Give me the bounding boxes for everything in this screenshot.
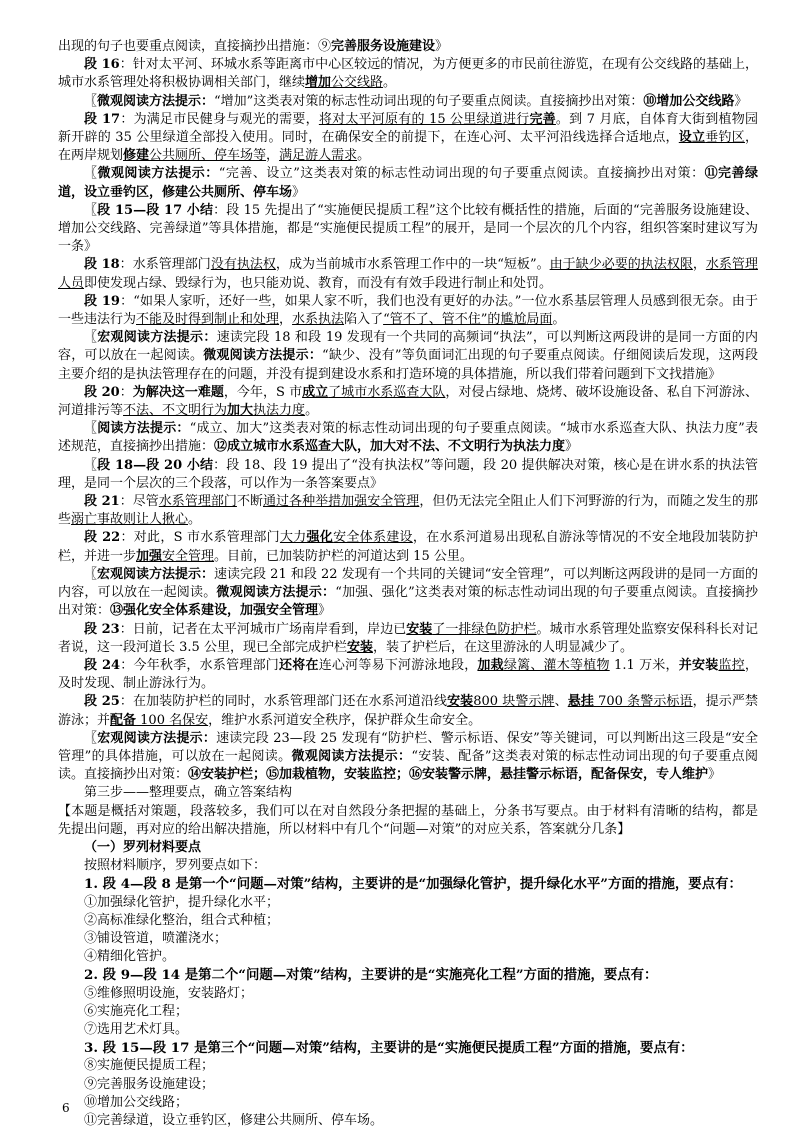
text-run: 绿篱、灌木等植物 bbox=[503, 657, 610, 673]
text-run: ， bbox=[692, 257, 706, 273]
text-run: 段 18—段 20 小结 bbox=[97, 457, 214, 473]
text-run: 不能及时得到制止和处理 bbox=[136, 312, 280, 328]
text-run: ⑬强化安全体系建设，加强安全管理 bbox=[110, 603, 319, 619]
text-run: ，提示严禁游泳；并 bbox=[58, 694, 758, 728]
text-run: “安装、配备”这类表对策的标志性动词出现的句子要重点阅读。直接摘抄出对策： bbox=[58, 748, 758, 783]
paragraph bbox=[58, 784, 758, 802]
text-run: 段 25 bbox=[84, 694, 120, 710]
text-run: ： bbox=[119, 384, 133, 400]
text-run: 成立 bbox=[302, 384, 329, 400]
text-run: 第三步——整理要点，确立答案结构 bbox=[84, 785, 293, 801]
text-run: ⑭安装护栏；⑮加栽植物，安装监控；⑯安装警示牌，悬挂警示标语，配备保安，专人维护 bbox=[188, 767, 709, 783]
text-run: 大力 bbox=[279, 530, 307, 546]
paragraph bbox=[58, 93, 758, 111]
paragraph bbox=[58, 930, 758, 948]
text-run: 。 bbox=[357, 148, 371, 164]
text-run: 宏观阅读方法提示： bbox=[97, 730, 217, 746]
text-run: ，但仍无法完全阻止人们下河野游的行为，而随之发生的那些 bbox=[58, 494, 758, 528]
text-run: “成立、加大”这类表对策的标志性动词出现的句子要重点阅读。“城市水系巡查大队、执法力度”表述规范，直接摘抄出措施： bbox=[58, 421, 758, 455]
text-run: 并安装 bbox=[678, 657, 719, 673]
text-run: 2. 段 9—段 14 是第二个“问题—对策”结构，主要讲的是“实施亮化工程”方面的措施，要点有： bbox=[84, 967, 658, 984]
paragraph bbox=[58, 111, 758, 166]
text-run: ⑪完善绿道，设立垂钓区，修建公共厕所、停车场 bbox=[58, 166, 758, 200]
text-run: 》 bbox=[734, 93, 748, 109]
paragraph bbox=[58, 1112, 758, 1130]
text-run: 〖 bbox=[84, 457, 98, 473]
text-run: ：对此，S 市水系管理部门 bbox=[120, 530, 280, 546]
text-run: ：水系管理部门 bbox=[119, 257, 211, 273]
text-run: ， bbox=[266, 148, 280, 164]
text-run: 水系管理人员 bbox=[58, 257, 758, 291]
text-run: 加栽 bbox=[477, 657, 504, 673]
text-run: 800 块警示牌 bbox=[473, 694, 555, 710]
text-run: 设立 bbox=[678, 130, 706, 146]
text-run: ⑪完善绿道，设立垂钓区，修建公共厕所、停车场。 bbox=[84, 1112, 384, 1128]
text-run: 不断 bbox=[236, 494, 263, 510]
paragraph bbox=[58, 420, 758, 456]
paragraph bbox=[58, 1003, 758, 1021]
text-run: 段 15—段 17 小结 bbox=[97, 202, 214, 218]
text-run: ④精细化管护。 bbox=[84, 949, 176, 965]
text-run: ：在加装防护栏的同时，水系管理部门还在水系河道沿线 bbox=[119, 694, 448, 710]
text-run: 完善服务设施建设 bbox=[331, 39, 436, 54]
text-run: （一）罗列材料要点 bbox=[84, 839, 202, 855]
text-run: 【本题是概括对策题，段落较多，我们可以在对自然段分条把握的基础上，分条书写要点。由于材料有清晰的结构，都是先提出问题，再对应的给出解决措施，所以材料中有几个“问题—对策”的对应关系，答案就分几条】 bbox=[58, 803, 758, 837]
text-run: ：尽管 bbox=[119, 494, 159, 510]
paragraph bbox=[58, 948, 758, 966]
text-run: 将对太平河原有的 15 公里绿道进行 bbox=[318, 111, 530, 127]
text-run: 》 bbox=[565, 439, 579, 455]
paragraph bbox=[58, 966, 758, 984]
text-run: 溺亡事故则让人揪心 bbox=[71, 512, 189, 528]
paragraph bbox=[58, 1021, 758, 1039]
text-run: 〖 bbox=[84, 93, 98, 109]
text-run: 。目前，已加装防护栏的河道达到 15 公里。 bbox=[214, 548, 473, 564]
page-number: 6 bbox=[62, 1101, 70, 1115]
paragraph bbox=[58, 256, 758, 292]
text-run: 由于缺少必要的执法权限 bbox=[549, 257, 693, 273]
text-run: 微观阅读方法提示： bbox=[291, 748, 412, 764]
text-run: 》 bbox=[318, 603, 332, 619]
text-run: 垂钓区 bbox=[705, 130, 745, 146]
text-run: ，在水系河道易出现私自游泳等情况的不安全地段加装防护栏，并进一步 bbox=[58, 530, 758, 564]
text-run: 安装 bbox=[406, 621, 433, 637]
text-run: 微观阅读方法提示： bbox=[97, 166, 219, 182]
paragraph bbox=[58, 730, 758, 785]
text-run: 悬挂 bbox=[567, 694, 594, 710]
text-run: 。 bbox=[305, 403, 319, 419]
paragraph bbox=[58, 38, 758, 56]
paragraph bbox=[58, 657, 758, 693]
document-page bbox=[58, 38, 758, 1130]
text-run: 为解决这一难题 bbox=[132, 384, 224, 400]
text-run: 修建 bbox=[123, 148, 150, 164]
paragraph bbox=[58, 56, 758, 92]
text-run: ，维护水系河道安全秩序，保护群众生命安全。 bbox=[208, 712, 482, 728]
text-run: 增加 bbox=[305, 75, 332, 91]
text-run: ， bbox=[279, 312, 293, 328]
text-run: 公共厕所、停车场等 bbox=[149, 148, 267, 164]
text-run: 微观阅读方法提示： bbox=[203, 348, 323, 364]
text-run: 。 bbox=[552, 312, 566, 328]
text-run: 段 23 bbox=[84, 621, 120, 637]
paragraph bbox=[58, 894, 758, 912]
text-run: 速读完段 21 和段 22 发现有一个共同的关键词“安全管理”，可以判断这两段讲的是同一方面的内容，可以放在一起阅读。 bbox=[58, 566, 758, 601]
text-run: ①加强绿化管护，提升绿化水平； bbox=[84, 894, 280, 910]
text-run: 即使发现占绿、毁绿行为，也只能劝说、教育，而没有有效手段进行制止和处罚。 bbox=[84, 275, 553, 291]
text-run: 宏观阅读方法提示： bbox=[97, 330, 217, 346]
paragraph bbox=[58, 566, 758, 621]
text-run: ：日前，记者在太平河城市广场南岸看到，岸边已 bbox=[119, 621, 407, 637]
text-run: 配备 bbox=[110, 712, 137, 728]
text-run: 。城市水系管理处监察安保科科长对记者说，这一段河道长 3.5 公里，现已全部完成护栏 bbox=[58, 621, 758, 655]
text-run: 安装 bbox=[447, 694, 474, 710]
paragraph bbox=[58, 165, 758, 201]
text-run: 完善 bbox=[529, 111, 556, 127]
text-run: 。 bbox=[188, 512, 202, 528]
text-run: 段 17 bbox=[84, 111, 121, 127]
text-run: ⑧实施便民提质工程； bbox=[84, 1058, 215, 1074]
text-run: ⑥实施亮化工程； bbox=[84, 1003, 189, 1019]
paragraph bbox=[58, 803, 758, 839]
text-run: 连心河等易下河游泳地段， bbox=[318, 657, 478, 673]
text-run: 速读完段 18 和段 19 发现有一个共同的高频词“执法”，可以判断这两段讲的是同一方面的内容，可以放在一起阅读。 bbox=[58, 330, 758, 364]
text-run: 微观阅读方法提示： bbox=[97, 93, 215, 109]
text-run: 陷入了 bbox=[344, 312, 384, 328]
text-run: 。到 7 月底，自体育大街到植物园新开辟的 35 公里绿道全部投入使用。同时，在确保安全的前提下，在连心河、太平河沿线选择合适地点， bbox=[58, 111, 758, 146]
text-run: ②高标准绿化整治，组合式种植； bbox=[84, 912, 280, 928]
text-run: ，今年，S 市 bbox=[223, 384, 303, 400]
paragraph bbox=[58, 857, 758, 875]
text-run: 了城市水系巡查大队 bbox=[328, 384, 446, 400]
text-run: ⑫成立城市水系巡查大队，加大对不法、不文明行为执法力度 bbox=[214, 439, 566, 455]
text-run: ，成为当前城市水系管理工作中的一块“短板”。 bbox=[275, 257, 550, 273]
text-run: 》 bbox=[292, 184, 306, 200]
paragraph bbox=[58, 457, 758, 493]
text-run: 3. 段 15—段 17 是第三个“问题—对策”结构，主要讲的是“实施便民提质工程”方面的措施，要点有： bbox=[84, 1040, 694, 1057]
text-run: ：“如果人家听，还好一些，如果人家不听，我们也没有更好的办法。”一位水系基层管理人员感到很无奈。由于一些违法行为 bbox=[58, 293, 759, 328]
text-run: ，及时发现、制止游泳行为。 bbox=[58, 657, 758, 692]
text-run: “管不了、管不住”的 bbox=[383, 312, 501, 328]
text-run: 不法、不文明行为 bbox=[123, 403, 228, 419]
text-run: 段 22 bbox=[84, 530, 121, 546]
paragraph bbox=[58, 875, 758, 893]
text-run: 安全体系建设 bbox=[333, 530, 413, 546]
paragraph bbox=[58, 1094, 758, 1112]
text-run: ⑦选用艺术灯具。 bbox=[84, 1021, 189, 1037]
text-run: 》 bbox=[435, 39, 449, 54]
text-run: 段 16 bbox=[84, 57, 120, 73]
text-run: 〖 bbox=[84, 330, 98, 346]
text-run: ：今年秋季，水系管理部门 bbox=[120, 657, 280, 673]
paragraph bbox=[58, 493, 758, 529]
paragraph bbox=[58, 384, 758, 420]
paragraph bbox=[58, 293, 758, 329]
text-run: 尴尬局面 bbox=[500, 312, 553, 328]
text-run: 微观阅读方法提示： bbox=[216, 585, 336, 601]
text-run: 〖 bbox=[84, 730, 98, 746]
paragraph bbox=[58, 529, 758, 565]
text-run: 安装 bbox=[346, 639, 373, 655]
text-run: 没有执法权 bbox=[210, 257, 276, 273]
paragraph bbox=[58, 1039, 758, 1057]
text-run: 还将在 bbox=[279, 657, 319, 673]
text-run: 100 名保安 bbox=[136, 712, 209, 728]
text-run: ，装了护栏后，在这里游泳的人明显减少了。 bbox=[372, 639, 633, 655]
text-run: “增加”这类表对策的标志性动词出现的句子要重点阅读。直接摘抄出对策： bbox=[214, 93, 644, 109]
text-run: 了一排绿色防护栏 bbox=[432, 621, 537, 637]
text-run: 水系管理部门 bbox=[158, 494, 237, 510]
text-run: 按照材料顺序，罗列要点如下： bbox=[84, 858, 267, 874]
paragraph bbox=[58, 202, 758, 257]
text-run: 〖 bbox=[84, 166, 98, 182]
text-run: ⑨完善服务设施建设； bbox=[84, 1076, 215, 1092]
text-run: ，对侵占绿地、烧烤、破坏设施设备、私自下河游泳、河道排污等 bbox=[58, 384, 758, 419]
text-run: 〖 bbox=[84, 421, 98, 437]
text-run: ⑤维修照明设施，安装路灯； bbox=[84, 985, 254, 1001]
text-run: 段 20 bbox=[84, 384, 120, 400]
text-run: ，在两岸规划 bbox=[58, 130, 758, 164]
text-run: ③铺设管道，喷灌浇水； bbox=[84, 930, 228, 946]
text-run: 水系执法 bbox=[292, 312, 345, 328]
text-run: ：为满足市民健身与观光的需要， bbox=[120, 111, 319, 127]
text-run: 安全管理 bbox=[162, 548, 215, 564]
text-run: 1. 段 4—段 8 是第一个“问题—对策”结构，主要讲的是“加强绿化管护，提升绿化水平”方面的措施，要点有： bbox=[84, 876, 742, 893]
text-run: “缺少、没有”等负面词汇出现的句子要重点阅读。仔细阅读后发现，这两段主要介绍的是执法管理存在的问题，并没有提到建设水系和打造环境的具体措施，所以我们带着问题到下文找措施》 bbox=[58, 348, 758, 382]
paragraph bbox=[58, 839, 758, 857]
text-run: 强化 bbox=[306, 530, 334, 546]
text-run: 加大 bbox=[227, 403, 254, 419]
text-run: 》 bbox=[708, 767, 722, 783]
text-run: ：针对太平河、环城水系等距离市中心区较远的情况，为方便更多的市民前往游览，在现有公交线路的基础上，城市水系管理处将积极协调相关部门，继续 bbox=[58, 57, 758, 91]
text-run: 。 bbox=[383, 75, 397, 91]
paragraph bbox=[58, 1057, 758, 1075]
paragraph bbox=[58, 912, 758, 930]
text-run: 段 21 bbox=[84, 494, 120, 510]
text-run: 加强 bbox=[136, 548, 163, 564]
text-run: 执法力度 bbox=[253, 403, 306, 419]
text-run: 700 条警示标语 bbox=[593, 694, 693, 710]
paragraph bbox=[58, 621, 758, 657]
text-run: 段 24 bbox=[84, 657, 121, 673]
text-run: “完善、设立”这类表对策的标志性动词出现的句子要重点阅读。直接摘抄出对策： bbox=[218, 166, 705, 182]
text-run: 监控 bbox=[718, 657, 745, 673]
text-run: “加强、强化”这类表对策的标志性动词出现的句子要重点阅读。直接摘抄出对策： bbox=[58, 585, 758, 619]
text-run: 段 19 bbox=[84, 293, 120, 309]
text-run: 〖 bbox=[84, 202, 98, 218]
text-run: ⑩增加公交线路； bbox=[84, 1094, 189, 1110]
text-run: ：段 15 先提出了“实施便民提质工程”这个比较有概括性的措施，后面的“完善服务设施建设、增加公交线路、完善绿道”等具体措施，都是“实施便民提质工程”的展开，是同一个层次的几个内容，组织答案时建议写为一条》 bbox=[58, 202, 758, 255]
text-run: 公交线路 bbox=[331, 75, 384, 91]
text-run: 阅读方法提示： bbox=[97, 421, 190, 437]
text-run: 通过各种举措加强安全管理 bbox=[263, 494, 420, 510]
text-run: 〖 bbox=[84, 566, 98, 582]
text-run: ：段 18、段 19 提出了“没有执法权”等问题，段 20 提供解决对策，核心是在讲水系的执法管理，是同一个层次的三个段落，可以作为一条答案要点》 bbox=[58, 457, 758, 491]
text-run: 满足游人需求 bbox=[279, 148, 358, 164]
paragraph bbox=[58, 1076, 758, 1094]
text-run: 1.1 万米， bbox=[609, 657, 679, 673]
text-run: ⑩增加公交线路 bbox=[643, 93, 735, 109]
text-run: 出现的句子也要重点阅读，直接摘抄出措施：⑨ bbox=[58, 39, 332, 54]
text-run: 段 18 bbox=[84, 257, 120, 273]
paragraph bbox=[58, 693, 758, 729]
text-run: 、 bbox=[554, 694, 568, 710]
text-run: 宏观阅读方法提示： bbox=[97, 566, 215, 582]
text-run: 速读完段 23—段 25 发现有“防护栏、警示标语、保安”等关键词，可以判断出这三段是“安全管理”的具体措施，可以放在一起阅读。 bbox=[58, 730, 758, 764]
paragraph bbox=[58, 985, 758, 1003]
paragraph bbox=[58, 329, 758, 384]
